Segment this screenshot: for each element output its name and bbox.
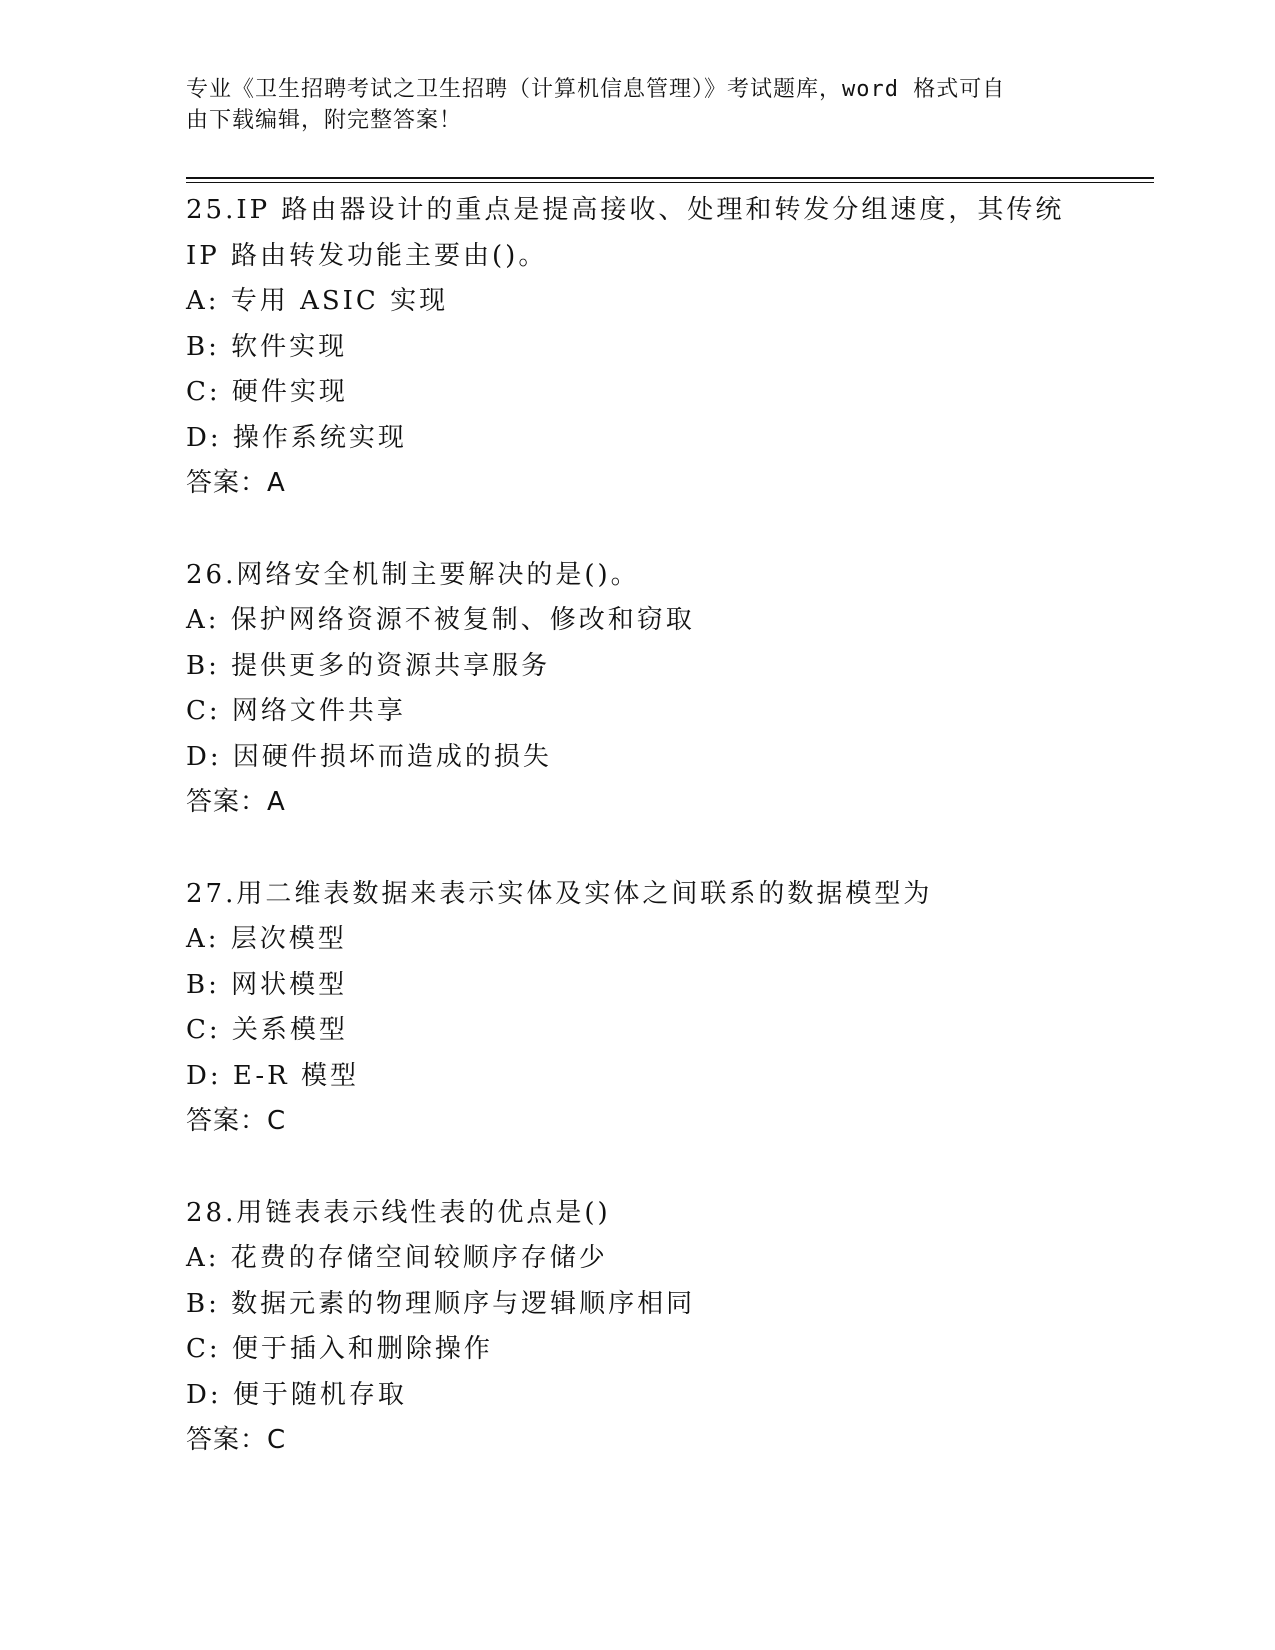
option-c: C: 关系模型 bbox=[186, 1015, 348, 1045]
option-b: B: 数据元素的物理顺序与逻辑顺序相同 bbox=[186, 1288, 696, 1319]
option-a: A: 专用 ASIC 实现 bbox=[186, 286, 449, 316]
answer-line: 答案：A bbox=[186, 468, 286, 498]
option-a: A: 保护网络资源不被复制、修改和窃取 bbox=[186, 605, 695, 635]
answer-line: 答案：C bbox=[186, 1106, 287, 1136]
question-27 bbox=[186, 872, 1086, 1145]
question-stem-line: 25.IP 路由器设计的重点是提高接收、处理和转发分组速度，其传统 bbox=[186, 195, 1065, 225]
document-header bbox=[186, 74, 1066, 136]
option-c: C: 硬件实现 bbox=[186, 377, 348, 407]
question-spacer bbox=[186, 826, 1086, 872]
option-b: B: 提供更多的资源共享服务 bbox=[186, 650, 551, 681]
question-stem-line: 28.用链表表示线性表的优点是() bbox=[186, 1197, 611, 1228]
question-26 bbox=[186, 553, 1086, 826]
question-stem-line: 27.用二维表数据来表示实体及实体之间联系的数据模型为 bbox=[186, 878, 933, 909]
option-d: D: 操作系统实现 bbox=[186, 422, 407, 453]
question-list bbox=[186, 188, 1086, 1464]
question-spacer bbox=[186, 507, 1086, 553]
option-a: A: 层次模型 bbox=[186, 924, 347, 954]
header-line-1: 专业《卫生招聘考试之卫生招聘（计算机信息管理）》考试题库，word 格式可自 bbox=[186, 77, 1006, 102]
question-spacer bbox=[186, 1145, 1086, 1191]
option-d: D: 便于随机存取 bbox=[186, 1379, 407, 1410]
option-b: B: 网状模型 bbox=[186, 969, 348, 1000]
question-stem-line: IP 路由转发功能主要由()。 bbox=[186, 240, 548, 271]
option-d: D: 因硬件损坏而造成的损失 bbox=[186, 741, 552, 772]
option-d: D: E-R 模型 bbox=[186, 1060, 359, 1091]
header-divider-thin bbox=[186, 182, 1154, 183]
header-divider-thick bbox=[186, 177, 1154, 179]
question-28 bbox=[186, 1191, 1086, 1464]
option-b: B: 软件实现 bbox=[186, 331, 348, 362]
option-c: C: 便于插入和删除操作 bbox=[186, 1334, 493, 1364]
option-a: A: 花费的存储空间较顺序存储少 bbox=[186, 1243, 608, 1273]
question-stem-line: 26.网络安全机制主要解决的是()。 bbox=[186, 559, 640, 590]
answer-line: 答案：C bbox=[186, 1425, 287, 1455]
question-25 bbox=[186, 188, 1086, 507]
header-line-2: 由下载编辑，附完整答案！ bbox=[186, 108, 463, 133]
option-c: C: 网络文件共享 bbox=[186, 696, 406, 726]
answer-line: 答案：A bbox=[186, 787, 286, 817]
